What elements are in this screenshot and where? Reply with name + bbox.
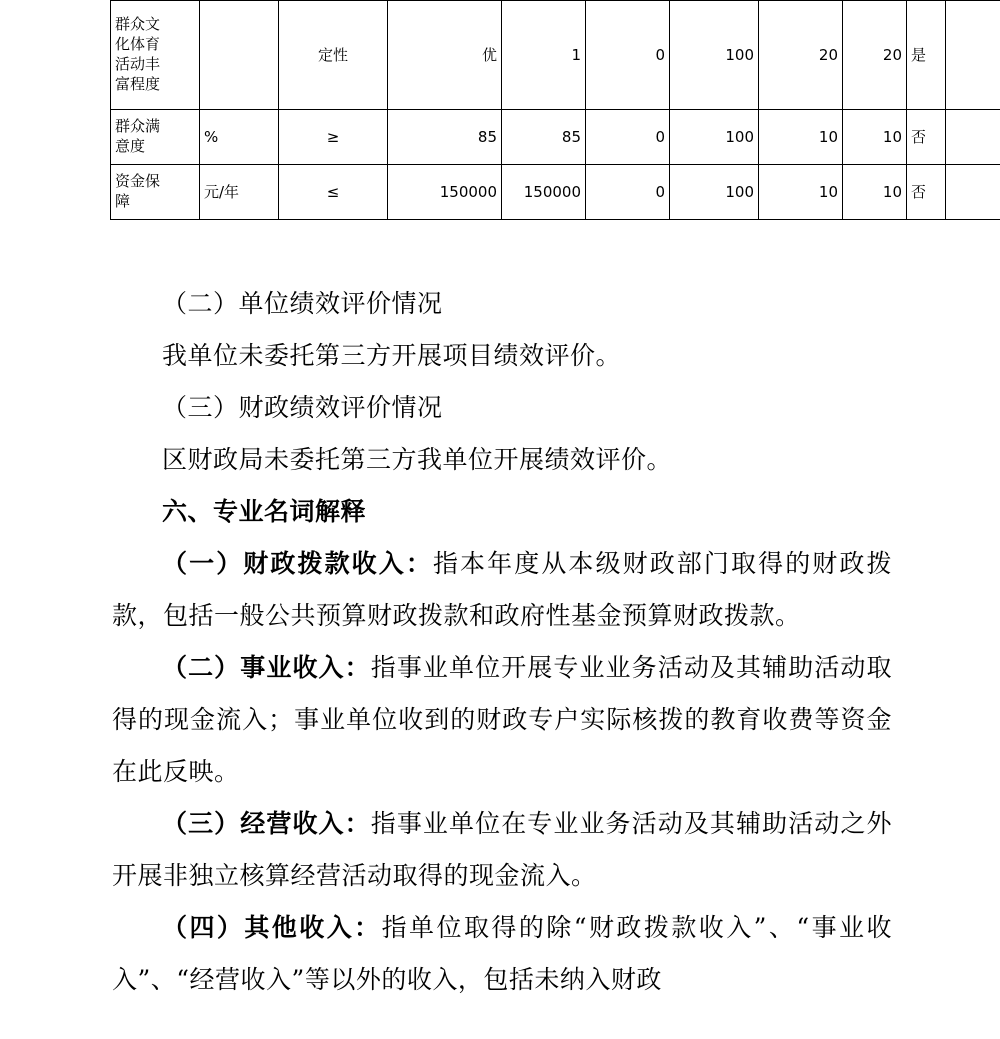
indicator-name: 群众文化体育活动丰富程度 — [111, 1, 200, 110]
indicator-symbol: 定性 — [279, 1, 388, 110]
indicator-score100: 100 — [670, 110, 759, 165]
term-4 — [112, 902, 892, 1006]
indicator-deviation: 0 — [586, 165, 670, 220]
indicator-target: 优 — [388, 1, 502, 110]
indicator-remark — [946, 1, 1000, 110]
indicator-score: 10 — [843, 165, 907, 220]
term-2-label: （二）事业收入： — [162, 653, 371, 682]
indicator-actual: 150000 — [502, 165, 586, 220]
indicator-deviation: 0 — [586, 110, 670, 165]
table-row — [111, 1, 1000, 110]
indicator-unit: 元/年 — [200, 165, 279, 220]
term-1-body: 指本年度从本级财政部门取得的财政拨款，包括一般公共预算财政拨款和政府性基金预算财政拨款。 — [112, 549, 892, 630]
section-2-body: 我单位未委托第三方开展项目绩效评价。 — [162, 341, 622, 370]
term-3-label: （三）经营收入： — [162, 809, 371, 838]
indicator-unit — [200, 1, 279, 110]
indicator-actual: 1 — [502, 1, 586, 110]
indicator-symbol: ≤ — [279, 165, 388, 220]
indicator-remark — [946, 165, 1000, 220]
performance-table-container — [110, 0, 927, 220]
indicator-weight: 10 — [759, 165, 843, 220]
indicator-deviation: 0 — [586, 1, 670, 110]
indicator-name: 群众满意度 — [111, 110, 200, 165]
indicator-weight: 10 — [759, 110, 843, 165]
indicator-symbol: ≥ — [279, 110, 388, 165]
indicator-flag: 否 — [907, 110, 946, 165]
term-1 — [112, 538, 892, 642]
term-2-body: 指事业单位开展专业业务活动及其辅助活动取得的现金流入；事业单位收到的财政专户实际核拨的教育收费等资金在此反映。 — [112, 653, 892, 786]
indicator-unit: % — [200, 110, 279, 165]
term-3-body: 指事业单位在专业业务活动及其辅助活动之外开展非独立核算经营活动取得的现金流入。 — [112, 809, 892, 890]
indicator-actual: 85 — [502, 110, 586, 165]
indicator-score100: 100 — [670, 1, 759, 110]
document-body — [112, 278, 892, 1006]
indicator-remark — [946, 110, 1000, 165]
indicator-name: 资金保障 — [111, 165, 200, 220]
indicator-weight: 20 — [759, 1, 843, 110]
table-row — [111, 165, 1000, 220]
indicator-target: 85 — [388, 110, 502, 165]
table-row — [111, 110, 1000, 165]
section-6-title: 六、专业名词解释 — [162, 497, 367, 526]
term-4-label: （四）其他收入： — [162, 913, 382, 942]
term-4-body: 指单位取得的除“财政拨款收入”、“事业收入”、“经营收入”等以外的收入，包括未纳入财政 — [112, 913, 892, 994]
term-1-label: （一）财政拨款收入： — [162, 549, 433, 578]
section-3-body: 区财政局未委托第三方我单位开展绩效评价。 — [162, 445, 673, 474]
indicator-score: 20 — [843, 1, 907, 110]
performance-indicator-table — [110, 0, 1000, 220]
indicator-flag: 是 — [907, 1, 946, 110]
indicator-flag: 否 — [907, 165, 946, 220]
term-2 — [112, 642, 892, 798]
term-3 — [112, 798, 892, 902]
indicator-score100: 100 — [670, 165, 759, 220]
indicator-target: 150000 — [388, 165, 502, 220]
indicator-score: 10 — [843, 110, 907, 165]
section-2-title: （二）单位绩效评价情况 — [162, 289, 443, 318]
section-3-title: （三）财政绩效评价情况 — [162, 393, 443, 422]
